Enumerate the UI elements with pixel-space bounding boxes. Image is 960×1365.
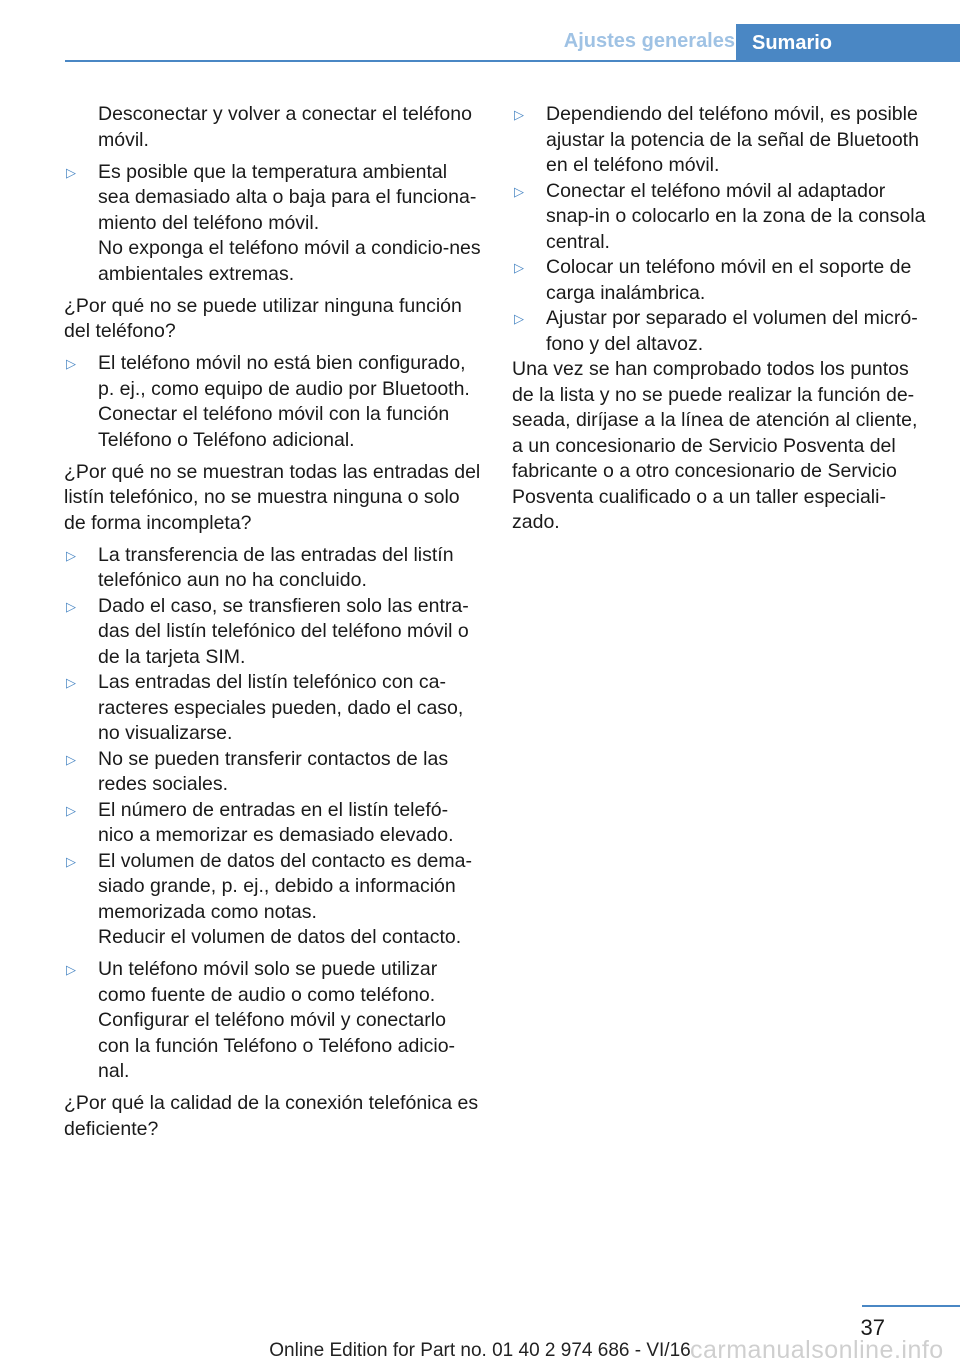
bullet-item xyxy=(64,798,482,849)
bullet-triangle-icon: ▷ xyxy=(66,962,76,977)
watermark: carmanualsonline.info xyxy=(690,1336,944,1364)
question-paragraph: Una vez se han comprobado todos los puntos de la lista y no se puede realizar la función de‐seada, diríjase a la línea de atención al cliente, a un concesionario de Servicio Posventa del fabricante o a otro concesionario de Servicio Posventa cualificado o a un taller especiali‐zado. xyxy=(512,358,918,533)
bullet-triangle-icon: ▷ xyxy=(66,751,76,767)
bullet-text: Es posible que la temperatura ambiental sea demasiado alta o baja para el funciona‐miento del teléfono móvil. xyxy=(98,160,477,234)
bullet-item xyxy=(64,849,482,926)
instruction-text: No exponga el teléfono móvil a condicio‐nes ambientales extremas. xyxy=(98,237,481,285)
question-paragraph: ¿Por qué no se puede utilizar ninguna función del teléfono? xyxy=(64,294,462,342)
section-tab[interactable]: Ajustes generales xyxy=(563,30,735,52)
bullet-text: Conectar el teléfono móvil al adaptador snap-in o colocarlo en la zona de la consola central. xyxy=(546,179,926,253)
bullet-text: Las entradas del listín telefónico con ca‐racteres especiales pueden, dado el caso, no visualizarse. xyxy=(98,671,464,744)
bullet-item xyxy=(64,160,482,237)
bullet-triangle-icon: ▷ xyxy=(514,260,524,275)
bullet-triangle-icon: ▷ xyxy=(66,547,76,563)
page-number: 37 xyxy=(860,1315,885,1340)
bullet-text: El volumen de datos del contacto es dema‐siado grande, p. ej., debido a información memorizada como notas. xyxy=(98,849,472,923)
bullet-item xyxy=(512,255,930,306)
bullet-item xyxy=(64,543,482,594)
bullet-item xyxy=(64,351,482,402)
bullet-triangle-icon: ▷ xyxy=(66,356,76,371)
instruction-text: Configurar el teléfono móvil y conectarlo con la función Teléfono o Teléfono adicio‐nal. xyxy=(98,1009,456,1082)
instruction-text: Conectar el teléfono móvil con la función Teléfono o Teléfono adicional. xyxy=(98,403,450,451)
bullet-triangle-icon: ▷ xyxy=(66,598,76,614)
bullet-text: Dado el caso, se transfieren solo las entra‐das del listín telefónico del teléfono móvil o de la tarjeta SIM. xyxy=(98,594,469,668)
instruction-text: Reducir el volumen de datos del contacto. xyxy=(98,926,462,948)
question-paragraph: ¿Por qué no se muestran todas las entradas del listín telefónico, no se muestra ninguna o solo de forma incompleta? xyxy=(64,460,481,534)
bullet-triangle-icon: ▷ xyxy=(66,164,76,180)
bullet-item xyxy=(64,670,482,747)
bullet-item xyxy=(512,102,930,179)
bullet-triangle-icon: ▷ xyxy=(66,675,76,690)
edition-line: Online Edition for Part no. 01 40 2 974 686 - VI/16 xyxy=(269,1340,691,1361)
left-column xyxy=(64,102,482,1149)
footer-rule xyxy=(862,1305,960,1307)
right-column xyxy=(512,102,930,542)
header-rule xyxy=(65,60,960,62)
bullet-item xyxy=(64,594,482,671)
instruction-text: Desconectar y volver a conectar el teléfono móvil. xyxy=(98,103,472,151)
bullet-triangle-icon: ▷ xyxy=(514,311,524,326)
bullet-text: No se pueden transferir contactos de las redes sociales. xyxy=(98,747,449,795)
summary-tab[interactable]: Sumario xyxy=(736,24,960,60)
bullet-triangle-icon: ▷ xyxy=(66,853,76,869)
bullet-text: Un teléfono móvil solo se puede utilizar como fuente de audio o como teléfono. xyxy=(98,958,438,1006)
question-paragraph: ¿Por qué la calidad de la conexión telefónica es deficiente? xyxy=(64,1092,479,1140)
bullet-triangle-icon: ▷ xyxy=(66,802,76,818)
bullet-text: El número de entradas en el listín telefó‐nico a memorizar es demasiado elevado. xyxy=(98,798,454,846)
bullet-item xyxy=(64,957,482,1008)
bullet-text: El teléfono móvil no está bien configurado, p. ej., como equipo de audio por Bluetooth. xyxy=(98,352,470,400)
bullet-triangle-icon: ▷ xyxy=(514,183,524,199)
bullet-item xyxy=(512,306,930,357)
bullet-text: La transferencia de las entradas del listín telefónico aun no ha concluido. xyxy=(98,543,454,591)
bullet-triangle-icon: ▷ xyxy=(514,107,524,122)
bullet-item xyxy=(512,179,930,256)
bullet-text: Ajustar por separado el volumen del micró‐fono y del altavoz. xyxy=(546,307,918,355)
page-header xyxy=(0,0,960,62)
bullet-text: Colocar un teléfono móvil en el soporte de carga inalámbrica. xyxy=(546,256,912,304)
bullet-item xyxy=(64,747,482,798)
bullet-text: Dependiendo del teléfono móvil, es posible ajustar la potencia de la señal de Bluetooth en el teléfono móvil. xyxy=(546,103,919,176)
